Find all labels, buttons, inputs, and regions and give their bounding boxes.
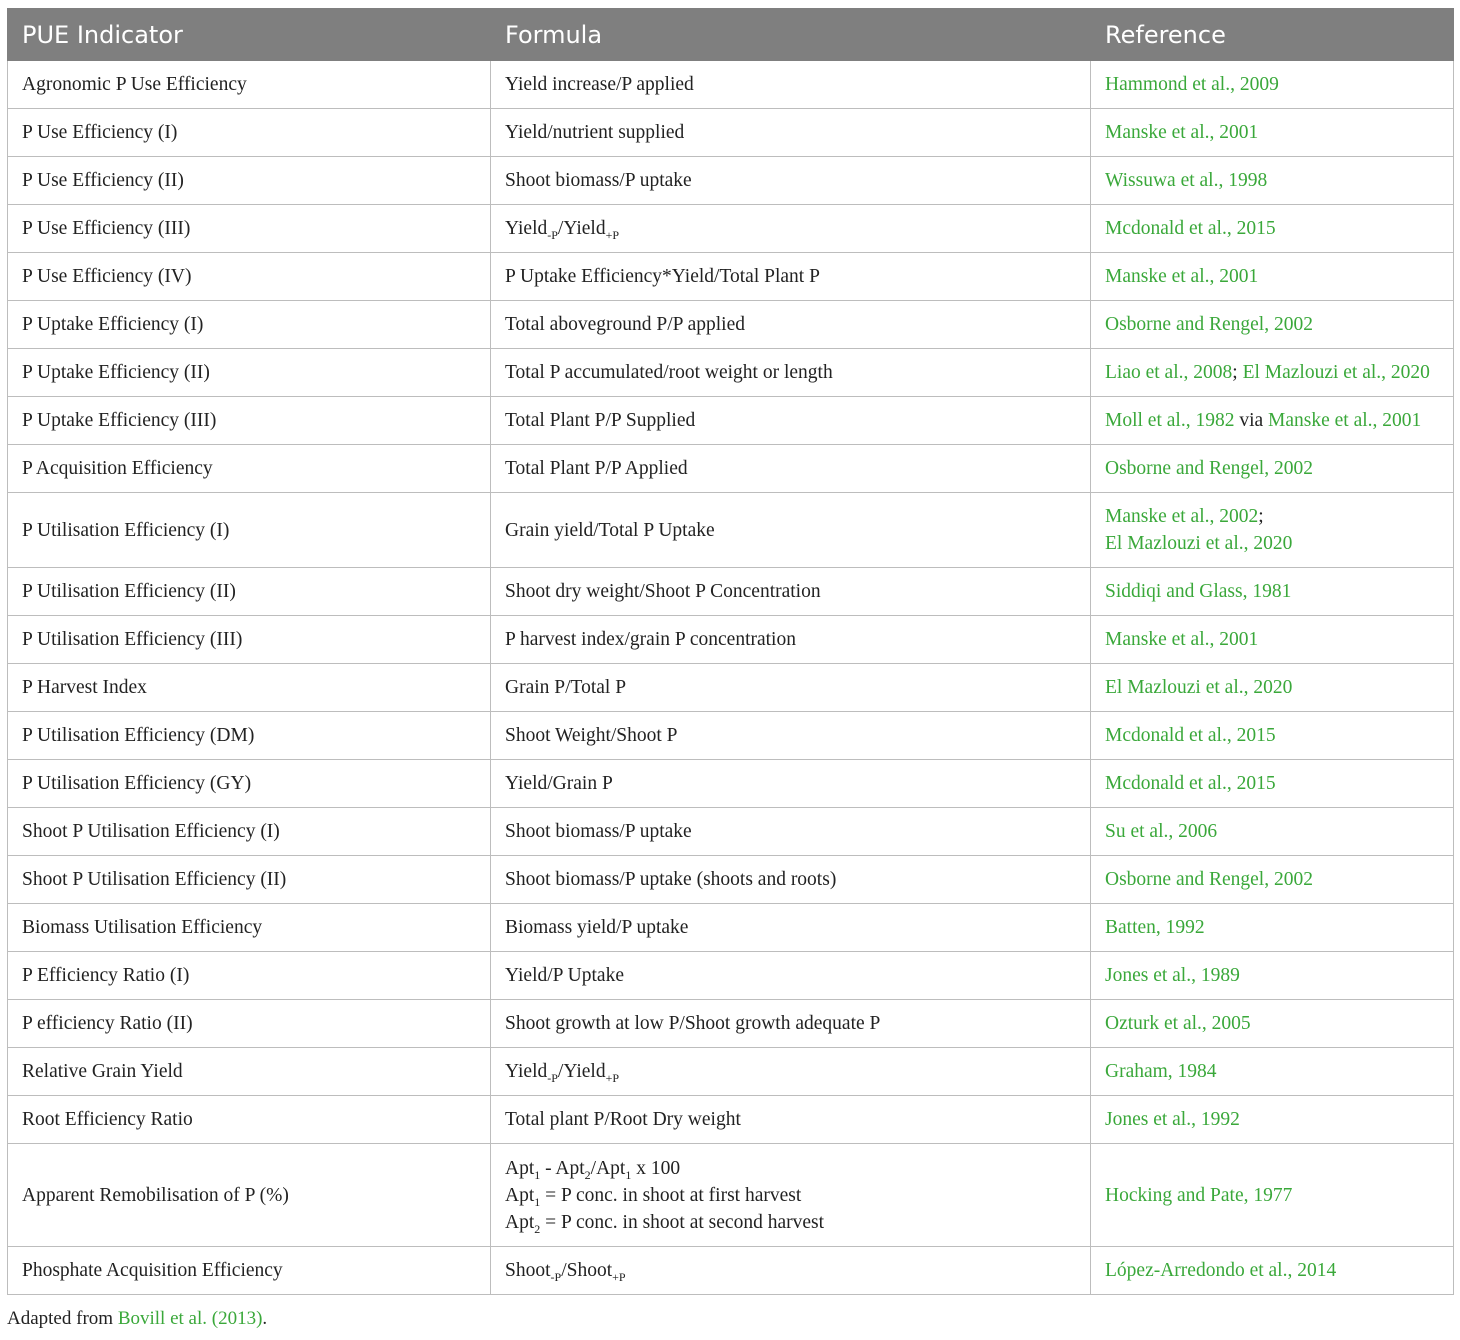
formula-term: Yield bbox=[563, 1061, 606, 1082]
cell-formula: Shoot growth at low P/Shoot growth adequate P bbox=[491, 1000, 1091, 1048]
reference-link[interactable]: Manske et al., 2001 bbox=[1105, 629, 1259, 650]
cell-formula: Total P accumulated/root weight or length bbox=[491, 349, 1091, 397]
formula-subscript: +P bbox=[605, 1070, 620, 1085]
cell-reference bbox=[1091, 493, 1454, 568]
formula-term: Yield bbox=[563, 218, 606, 239]
cell-formula: Yield/nutrient supplied bbox=[491, 109, 1091, 157]
cell-reference bbox=[1091, 856, 1454, 904]
cell-indicator: P efficiency Ratio (II) bbox=[8, 1000, 491, 1048]
table-row bbox=[8, 253, 1454, 301]
cell-indicator: P Uptake Efficiency (I) bbox=[8, 301, 491, 349]
cell-reference bbox=[1091, 349, 1454, 397]
footnote bbox=[7, 1308, 267, 1330]
cell-reference bbox=[1091, 205, 1454, 253]
formula-term: Shoot bbox=[566, 1260, 613, 1281]
formula-subscript: 1 bbox=[534, 1167, 541, 1182]
cell-indicator: Agronomic P Use Efficiency bbox=[8, 61, 491, 109]
table-row bbox=[8, 856, 1454, 904]
table-row bbox=[8, 301, 1454, 349]
reference-link[interactable]: Osborne and Rengel, 2002 bbox=[1105, 869, 1313, 890]
cell-reference bbox=[1091, 760, 1454, 808]
formula-term: Yield bbox=[505, 1061, 548, 1082]
cell-formula: P harvest index/grain P concentration bbox=[491, 616, 1091, 664]
reference-link[interactable]: Mcdonald et al., 2015 bbox=[1105, 773, 1276, 794]
cell-indicator: Apparent Remobilisation of P (%) bbox=[8, 1144, 491, 1247]
formula-term: Shoot bbox=[505, 1260, 551, 1281]
reference-separator: via bbox=[1234, 410, 1269, 431]
header-formula: Formula bbox=[491, 9, 1091, 61]
cell-indicator: P Utilisation Efficiency (DM) bbox=[8, 712, 491, 760]
cell-formula: Shoot biomass/P uptake bbox=[491, 157, 1091, 205]
cell-indicator: P Uptake Efficiency (III) bbox=[8, 397, 491, 445]
reference-link[interactable]: Osborne and Rengel, 2002 bbox=[1105, 314, 1313, 335]
reference-link[interactable]: El Mazlouzi et al., 2020 bbox=[1105, 677, 1293, 698]
cell-formula bbox=[491, 1048, 1091, 1096]
reference-link[interactable]: Su et al., 2006 bbox=[1105, 821, 1218, 842]
cell-reference bbox=[1091, 253, 1454, 301]
cell-formula: Total Plant P/P Supplied bbox=[491, 397, 1091, 445]
header-reference: Reference bbox=[1091, 9, 1454, 61]
table-row bbox=[8, 109, 1454, 157]
reference-link[interactable]: Mcdonald et al., 2015 bbox=[1105, 218, 1276, 239]
cell-indicator: P Utilisation Efficiency (II) bbox=[8, 568, 491, 616]
cell-indicator: P Use Efficiency (II) bbox=[8, 157, 491, 205]
cell-indicator: P Utilisation Efficiency (III) bbox=[8, 616, 491, 664]
table-body bbox=[8, 61, 1454, 1295]
table-row bbox=[8, 568, 1454, 616]
reference-link[interactable]: Ozturk et al., 2005 bbox=[1105, 1013, 1251, 1034]
table-row bbox=[8, 1096, 1454, 1144]
cell-formula: P Uptake Efficiency*Yield/Total Plant P bbox=[491, 253, 1091, 301]
table-row bbox=[8, 760, 1454, 808]
cell-formula: Total plant P/Root Dry weight bbox=[491, 1096, 1091, 1144]
formula-subscript: -P bbox=[547, 227, 558, 242]
reference-link[interactable]: López-Arredondo et al., 2014 bbox=[1105, 1260, 1337, 1281]
cell-reference bbox=[1091, 1000, 1454, 1048]
cell-reference bbox=[1091, 1144, 1454, 1247]
cell-formula: Total Plant P/P Applied bbox=[491, 445, 1091, 493]
cell-reference bbox=[1091, 1048, 1454, 1096]
formula-term: Yield bbox=[505, 218, 548, 239]
formula-subscript: 1 bbox=[625, 1167, 632, 1182]
cell-formula bbox=[491, 1247, 1091, 1295]
cell-reference bbox=[1091, 904, 1454, 952]
cell-indicator: P Utilisation Efficiency (GY) bbox=[8, 760, 491, 808]
formula-subscript: 2 bbox=[534, 1221, 541, 1236]
cell-reference bbox=[1091, 568, 1454, 616]
formula-subscript: -P bbox=[547, 1070, 558, 1085]
table-row bbox=[8, 616, 1454, 664]
cell-reference bbox=[1091, 301, 1454, 349]
cell-formula: Shoot biomass/P uptake bbox=[491, 808, 1091, 856]
cell-indicator: P Acquisition Efficiency bbox=[8, 445, 491, 493]
cell-indicator: Shoot P Utilisation Efficiency (I) bbox=[8, 808, 491, 856]
cell-reference bbox=[1091, 616, 1454, 664]
cell-formula: Biomass yield/P uptake bbox=[491, 904, 1091, 952]
reference-link[interactable]: Manske et al., 2001 bbox=[1105, 122, 1259, 143]
formula-term: x 100 bbox=[631, 1157, 681, 1179]
reference-link[interactable]: Manske et al., 2002 bbox=[1105, 506, 1259, 527]
formula-term: Apt bbox=[505, 1184, 535, 1206]
formula-subscript: +P bbox=[605, 227, 620, 242]
cell-reference bbox=[1091, 1247, 1454, 1295]
cell-formula bbox=[491, 205, 1091, 253]
cell-indicator: Root Efficiency Ratio bbox=[8, 1096, 491, 1144]
formula-definition: = P conc. in shoot at first harvest bbox=[540, 1184, 802, 1206]
reference-separator: ; bbox=[1258, 506, 1264, 527]
cell-reference bbox=[1091, 952, 1454, 1000]
table-row bbox=[8, 904, 1454, 952]
cell-reference bbox=[1091, 397, 1454, 445]
cell-reference bbox=[1091, 445, 1454, 493]
reference-link[interactable]: El Mazlouzi et al., 2020 bbox=[1105, 533, 1293, 554]
table-row bbox=[8, 1144, 1454, 1247]
cell-indicator: Shoot P Utilisation Efficiency (II) bbox=[8, 856, 491, 904]
formula-term: Apt bbox=[505, 1157, 535, 1179]
cell-reference bbox=[1091, 664, 1454, 712]
reference-link[interactable]: Mcdonald et al., 2015 bbox=[1105, 725, 1276, 746]
table-row bbox=[8, 157, 1454, 205]
reference-link[interactable]: Batten, 1992 bbox=[1105, 917, 1205, 938]
cell-indicator: P Use Efficiency (I) bbox=[8, 109, 491, 157]
table-row bbox=[8, 712, 1454, 760]
cell-indicator: Phosphate Acquisition Efficiency bbox=[8, 1247, 491, 1295]
cell-indicator: P Use Efficiency (IV) bbox=[8, 253, 491, 301]
formula-subscript: 2 bbox=[584, 1167, 591, 1182]
cell-reference bbox=[1091, 712, 1454, 760]
cell-formula bbox=[491, 1144, 1091, 1247]
cell-formula: Yield increase/P applied bbox=[491, 61, 1091, 109]
cell-formula: Shoot Weight/Shoot P bbox=[491, 712, 1091, 760]
cell-reference bbox=[1091, 808, 1454, 856]
formula-subscript: 1 bbox=[534, 1194, 541, 1209]
reference-link[interactable]: Moll et al., 1982 bbox=[1105, 410, 1235, 431]
formula-term: /Apt bbox=[590, 1157, 626, 1179]
formula-subscript: +P bbox=[612, 1269, 626, 1284]
formula-term: - Apt bbox=[540, 1157, 585, 1179]
footnote-prefix: Adapted from bbox=[7, 1308, 118, 1329]
reference-link[interactable]: Wissuwa et al., 1998 bbox=[1105, 170, 1268, 191]
pue-table bbox=[7, 8, 1454, 1295]
reference-link[interactable]: Jones et al., 1989 bbox=[1105, 965, 1240, 986]
footnote-suffix: . bbox=[262, 1308, 268, 1329]
cell-reference bbox=[1091, 109, 1454, 157]
table-row bbox=[8, 397, 1454, 445]
formula-separator: / bbox=[557, 1061, 564, 1082]
reference-link[interactable]: Siddiqi and Glass, 1981 bbox=[1105, 581, 1292, 602]
table-row bbox=[8, 952, 1454, 1000]
cell-reference bbox=[1091, 1096, 1454, 1144]
table-row bbox=[8, 664, 1454, 712]
reference-link[interactable]: El Mazlouzi et al., 2020 bbox=[1242, 362, 1430, 383]
reference-link[interactable]: Liao et al., 2008 bbox=[1105, 362, 1233, 383]
reference-separator: ; bbox=[1232, 362, 1243, 383]
table-row bbox=[8, 1000, 1454, 1048]
formula-separator: / bbox=[557, 218, 564, 239]
reference-link[interactable]: Graham, 1984 bbox=[1105, 1061, 1217, 1082]
header-row bbox=[8, 9, 1454, 61]
reference-link[interactable]: Hammond et al., 2009 bbox=[1105, 74, 1279, 95]
formula-subscript: -P bbox=[550, 1269, 562, 1284]
cell-indicator: P Use Efficiency (III) bbox=[8, 205, 491, 253]
reference-link[interactable]: Manske et al., 2001 bbox=[1268, 410, 1422, 431]
cell-formula: Total aboveground P/P applied bbox=[491, 301, 1091, 349]
table-row bbox=[8, 205, 1454, 253]
cell-reference bbox=[1091, 157, 1454, 205]
table-row bbox=[8, 349, 1454, 397]
footnote-link[interactable]: Bovill et al. (2013) bbox=[117, 1308, 263, 1329]
cell-formula: Shoot dry weight/Shoot P Concentration bbox=[491, 568, 1091, 616]
cell-formula: Yield/P Uptake bbox=[491, 952, 1091, 1000]
cell-formula: Grain yield/Total P Uptake bbox=[491, 493, 1091, 568]
cell-formula: Yield/Grain P bbox=[491, 760, 1091, 808]
reference-link[interactable]: Osborne and Rengel, 2002 bbox=[1105, 458, 1313, 479]
cell-formula: Grain P/Total P bbox=[491, 664, 1091, 712]
cell-indicator: Biomass Utilisation Efficiency bbox=[8, 904, 491, 952]
cell-formula: Shoot biomass/P uptake (shoots and roots) bbox=[491, 856, 1091, 904]
table-row bbox=[8, 808, 1454, 856]
formula-line bbox=[505, 1155, 1076, 1182]
cell-indicator: P Harvest Index bbox=[8, 664, 491, 712]
formula-separator: / bbox=[561, 1260, 567, 1281]
cell-indicator: P Efficiency Ratio (I) bbox=[8, 952, 491, 1000]
table-row bbox=[8, 493, 1454, 568]
pue-table-container bbox=[7, 8, 1453, 1295]
reference-link[interactable]: Hocking and Pate, 1977 bbox=[1105, 1184, 1293, 1206]
formula-term: Apt bbox=[505, 1211, 535, 1233]
table-row bbox=[8, 1048, 1454, 1096]
formula-definition: = P conc. in shoot at second harvest bbox=[540, 1211, 825, 1233]
formula-line bbox=[505, 1209, 1076, 1236]
reference-link[interactable]: Jones et al., 1992 bbox=[1105, 1109, 1240, 1130]
cell-indicator: P Utilisation Efficiency (I) bbox=[8, 493, 491, 568]
header-indicator: PUE Indicator bbox=[8, 9, 491, 61]
formula-line bbox=[505, 1182, 1076, 1209]
table-row bbox=[8, 445, 1454, 493]
cell-reference bbox=[1091, 61, 1454, 109]
table-row bbox=[8, 61, 1454, 109]
table-row bbox=[8, 1247, 1454, 1295]
reference-link[interactable]: Manske et al., 2001 bbox=[1105, 266, 1259, 287]
cell-indicator: Relative Grain Yield bbox=[8, 1048, 491, 1096]
cell-indicator: P Uptake Efficiency (II) bbox=[8, 349, 491, 397]
